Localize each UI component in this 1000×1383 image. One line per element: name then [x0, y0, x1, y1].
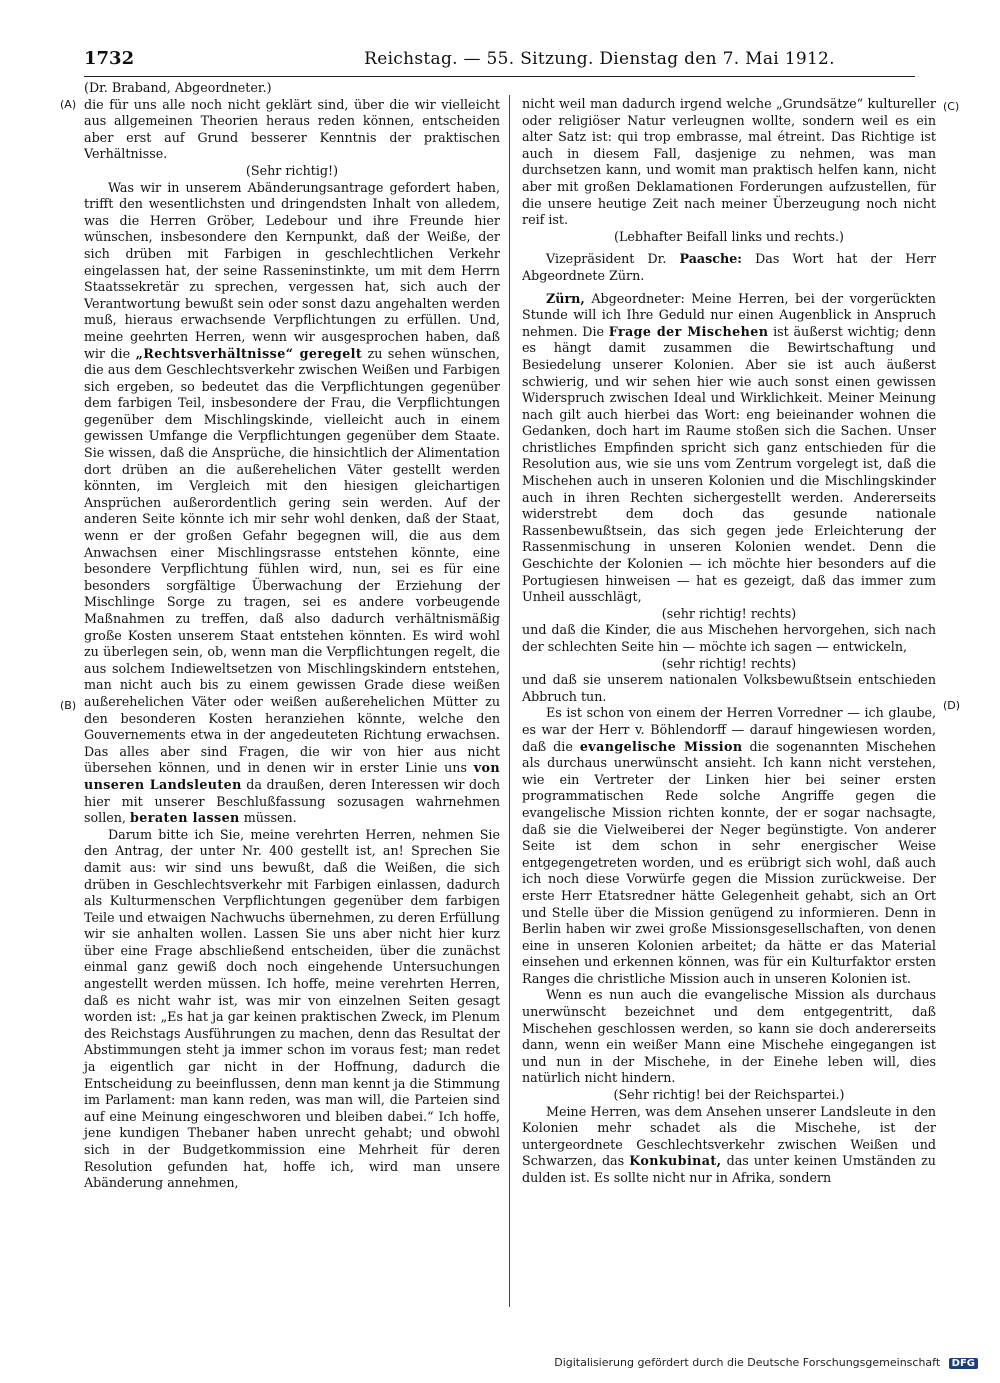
text: Vizepräsident Dr.	[546, 251, 667, 267]
emphasis: „Rechtsverhältnisse“ geregelt	[135, 345, 363, 361]
paragraph: nicht weil man dadurch irgend welche „Grundsätze“ kultureller oder religiöser Natur verleugnen wollte, sondern weil es ein alter Satz ist: qui trop embrasse, mal étreint. Das Richtige ist auch in diesem Fall, dasjenige zu nehmen, was man durchsetzen kann, und womit man praktisch helfen kann, nicht aber mit großen Deklamationen Forderungen aufzustellen, für die unsere heutige Zeit nach meiner Überzeugung noch nicht reif ist.	[522, 96, 936, 228]
right-column	[522, 96, 936, 1187]
interjection: (Lebhafter Beifall links und rechts.)	[614, 228, 844, 244]
emphasis: Konkubinat,	[629, 1153, 722, 1169]
text: da draußen, deren Interessen wir doch hier mit unserer Beschlußfassung sozusagen wahrnehmen sollen,	[84, 776, 500, 826]
speaker-note: (Dr. Braband, Abgeordneter.)	[84, 80, 272, 95]
text: Was wir in unserem Abänderungsantrage gefordert haben, trifft den wesentlichsten und dringendsten Inhalt von alledem, was die Herren Gröber, Ledebour und ihre Freunde hier wünschen, insbesondere den Kernpunkt, daß der Weiße, der sich drüben mit Farbigen in geschlechtlichen Verkehr eingelassen hat, der seine Rasseninstinkte, um mit dem Herrn Staatssekretär zu sprechen, vergessen hat, sich auch der Verantwortung bewußt sein oder sonst dazu angehalten werden muß, hieraus erwachsende Verpflichtungen zu erfüllen. Und, meine geehrten Herren, wenn wir ausgesprochen haben, daß wir die	[84, 179, 500, 361]
interjection: (Sehr richtig!)	[245, 162, 339, 178]
text: Es ist schon von einem der Herren Vorredner — ich glaube, es war der Herr v. Böhlendorff — darauf hingewiesen worden, daß die	[522, 705, 936, 754]
interjection: (Sehr richtig! bei der Reichspartei.)	[613, 1087, 845, 1103]
text: Abgeordneter: Meine Herren, bei der vorgerückten Stunde will ich Ihre Geduld nur einen Augenblick in Anspruch nehmen. Die	[522, 290, 936, 339]
text: zu sehen wünschen, die aus dem Geschlechtsverkehr zwischen Weißen und Farbigen sich ergeben, so bedeutet das die Verpflichtungen gegenüber dem farbigen Teil, insbesondere der Frau, die Verpflichtungen gegenüber dem Mischlingskinde, vielleicht auch in einem gewissen Umfange die Verpflichtungen gegenüber dem Staate. Sie wissen, daß die Ansprüche, die hinsichtlich der Alimentation dort drüben an die außerehelichen Väter gestellt werden könnten, im Vergleich mit den hiesigen gleichartigen Ansprüchen außerordentlich gering sein werden. Auf der anderen Seite könnte ich mir sehr wohl denken, daß der Staat, wenn er der großen Gefahr begegnen will, die aus dem Anwachsen einer Mischlingsrasse entstehen könnte, eine besondere Verpflichtung fühlen wird, nun, sei es für eine besonders sorgfältige Überwachung der Erziehung der Mischlinge Sorge zu tragen, sei es andere vorbeugende Maßnahmen zu treffen, daß also dadurch verhältnismäßig große Kosten unserem Staat entstehen könnten. Es wird wohl zu überlegen sein, ob, wenn man die Verpflichtungen regelt, die aus solchem Indieweltsetzen von Mischlingskindern entstehen, man nicht auch bis zu einem gewissen Grade diese weißen außerehelichen Väter oder weißen außerehelichen Mütter zu den besonderen Kosten heranziehen könnte, welche den Gouvernements etwa in der angedeuteten Richtung erwachsen. Das alles aber sind Fragen, die wir von hier aus nicht übersehen können, und in denen wir in erster Linie uns	[84, 345, 500, 776]
text: Meine Herren, was dem Ansehen unserer Landsleute in den Kolonien mehr schadet als die Mischehe, ist der untergeordnete Geschlechtsverkehr zwischen Weißen und Schwarzen, das	[522, 1103, 936, 1169]
text: die sogenannten Mischehen als durchaus unerwünscht ansieht. Ich kann nicht verstehen, wie ein Vertreter der Linken hier bei seiner ersten programmatischen Rede solche Angriffe gegen die evangelische Mission richten konnte, der er sogar nachsagte, daß sie die Vielweiberei der Neger begünstigte. Von anderer Seite ist dem schon in sehr energischer Weise entgegengetreten worden, und es erübrigt sich wohl, daß auch ich noch diese Vorwürfe gegen die Mission zurückweise. Der erste Herr Etatsredner hätte Gelegenheit gehabt, sich an Ort und Stelle über die Mission genügend zu informieren. Denn in Berlin haben wir zwei große Missionsgesellschaften, von denen eine in unseren Kolonien arbeitet; da hätte er das Material einsehen und erkennen können, was für ein Kulturfaktor ersten Ranges die christliche Mission auch in unseren Kolonien ist.	[522, 738, 936, 986]
paragraph	[84, 180, 500, 827]
emphasis: beraten lassen	[130, 810, 240, 826]
interjection: (sehr richtig! rechts)	[661, 605, 797, 621]
speaker-name: Paasche:	[679, 251, 742, 267]
paragraph: Wenn es nun auch die evangelische Mission als durchaus unerwünscht bezeichnet und dem entgegentritt, daß Mischehen geschlossen werden, so kann sie doch andererseits dann, wenn ein weißer Mann eine Mischehe eingegangen ist und nun in der Mischehe, in der Einehe leben will, dies natürlich nicht hindern.	[522, 987, 936, 1086]
text: müssen.	[243, 810, 297, 826]
paragraph	[522, 291, 936, 606]
paragraph	[522, 251, 936, 284]
emphasis: Frage der Mischehen	[608, 323, 769, 339]
running-title: Reichstag. — 55. Sitzung. Dienstag den 7. Mai 1912.	[364, 49, 835, 69]
paragraph	[522, 1104, 936, 1187]
paragraph	[522, 705, 936, 987]
margin-mark-d: (D)	[943, 699, 961, 712]
paragraph: Darum bitte ich Sie, meine verehrten Herren, nehmen Sie den Antrag, der unter Nr. 400 gestellt ist, an! Sprechen Sie damit aus: wir sind uns bewußt, daß die Weißen, die sich drüben in Geschlechtsverkehr mit Farbigen einlassen, dadurch als Kulturmenschen Verpflichtungen gegenüber dem farbigen Teile und etwaigen Nachwuchs übernehmen, zu deren Erfüllung wir sie anhalten wollen. Lassen Sie uns aber nicht hier kurz über eine Frage abschließend entscheiden, über die zunächst einmal ganz gewiß doch noch eingehende Untersuchungen angestellt werden müssen. Ich hoffe, meine verehrten Herren, daß es nicht wahr ist, was mir von einzelnen Seiten gesagt worden ist: „Es hat ja gar keinen praktischen Zweck, im Plenum des Reichstags Ausführungen zu machen, denn das Resultat der Abstimmungen steht ja immer schon im voraus fest; man redet ja eigentlich gar nicht in der Hoffnung, dadurch die Entscheidung zu beeinflussen, denn man kennt ja die Stimmung im Parlament: man kann reden, was man will, die Parteien sind auf eine Meinung eingeschworen und bleiben dabei.“ Ich hoffe, jene kundigen Thebaner haben unrecht gehabt; und obwohl sich in der Budgetkommission eine Mehrheit für deren Resolution gefunden hat, hoffe ich, wird man unsere Abänderung annehmen,	[84, 826, 500, 1191]
dfg-logo: DFG	[949, 1358, 978, 1369]
margin-mark-b: (B)	[60, 699, 77, 712]
paragraph: und daß die Kinder, die aus Mischehen hervorgehen, sich nach der schlechten Seite hin — möchte ich sagen — entwickeln,	[522, 622, 936, 654]
paragraph: und daß sie unserem nationalen Volksbewußtsein entschieden Abbruch tun.	[522, 672, 936, 704]
interjection: (sehr richtig! rechts)	[661, 655, 797, 671]
text: das unter keinen Umständen zu dulden ist. Es sollte nicht nur in Afrika, sondern	[522, 1153, 936, 1185]
speaker-name: Zürn,	[546, 290, 585, 306]
paragraph: die für uns alle noch nicht geklärt sind, über die wir vielleicht aus allgemeinen Theorien heraus reden können, entscheiden aber erst auf Grund besserer Kenntnis der praktischen Verhältnisse.	[84, 96, 500, 162]
credit-text: Digitalisierung gefördert durch die Deutsche Forschungsgemeinschaft	[554, 1356, 941, 1369]
emphasis: von unseren Landsleuten	[84, 760, 500, 792]
emphasis: evangelische Mission	[579, 738, 743, 754]
header-rule	[84, 76, 915, 77]
text: ist äußerst wichtig; denn es hängt damit zusammen die Bewirtschaftung und Besiedelung unserer Kolonien. Aber sie ist auch äußerst schwierig, und wir sehen hier wie auch sonst einen gewissen Widerspruch zwischen Ideal und Wirklichkeit. Meiner Meinung nach gilt auch hierbei das Wort: eng beieinander wohnen die Gedanken, doch hart im Raume stoßen sich die Sachen. Unser christliches Empfinden spricht sich ganz entschieden für die Resolution aus, wie sie uns vom Zentrum vorgelegt ist, daß die Mischehen auch in unseren Kolonien und die Mischlingskinder auch in ihren Rechten sichergestellt werden. Andererseits widerstrebt dem doch das gesunde nationale Rassenbewußtsein, das sich gegen jede Erleichterung der Rassenmischung in unseren Kolonien wendet. Denn die Geschichte der Kolonien — ich möchte hier besonders auf die Portugiesen hinweisen — hat es gezeigt, daß das immer zum Unheil ausschlägt,	[522, 323, 936, 605]
margin-mark-a: (A)	[60, 98, 77, 111]
digitization-credit	[554, 1356, 978, 1369]
left-column	[84, 80, 500, 1192]
text: Das Wort hat der Herr Abgeordnete Zürn.	[522, 251, 936, 283]
page-header	[84, 48, 915, 76]
column-divider	[509, 95, 510, 1307]
margin-mark-c: (C)	[943, 100, 960, 113]
page-number: 1732	[84, 48, 135, 69]
